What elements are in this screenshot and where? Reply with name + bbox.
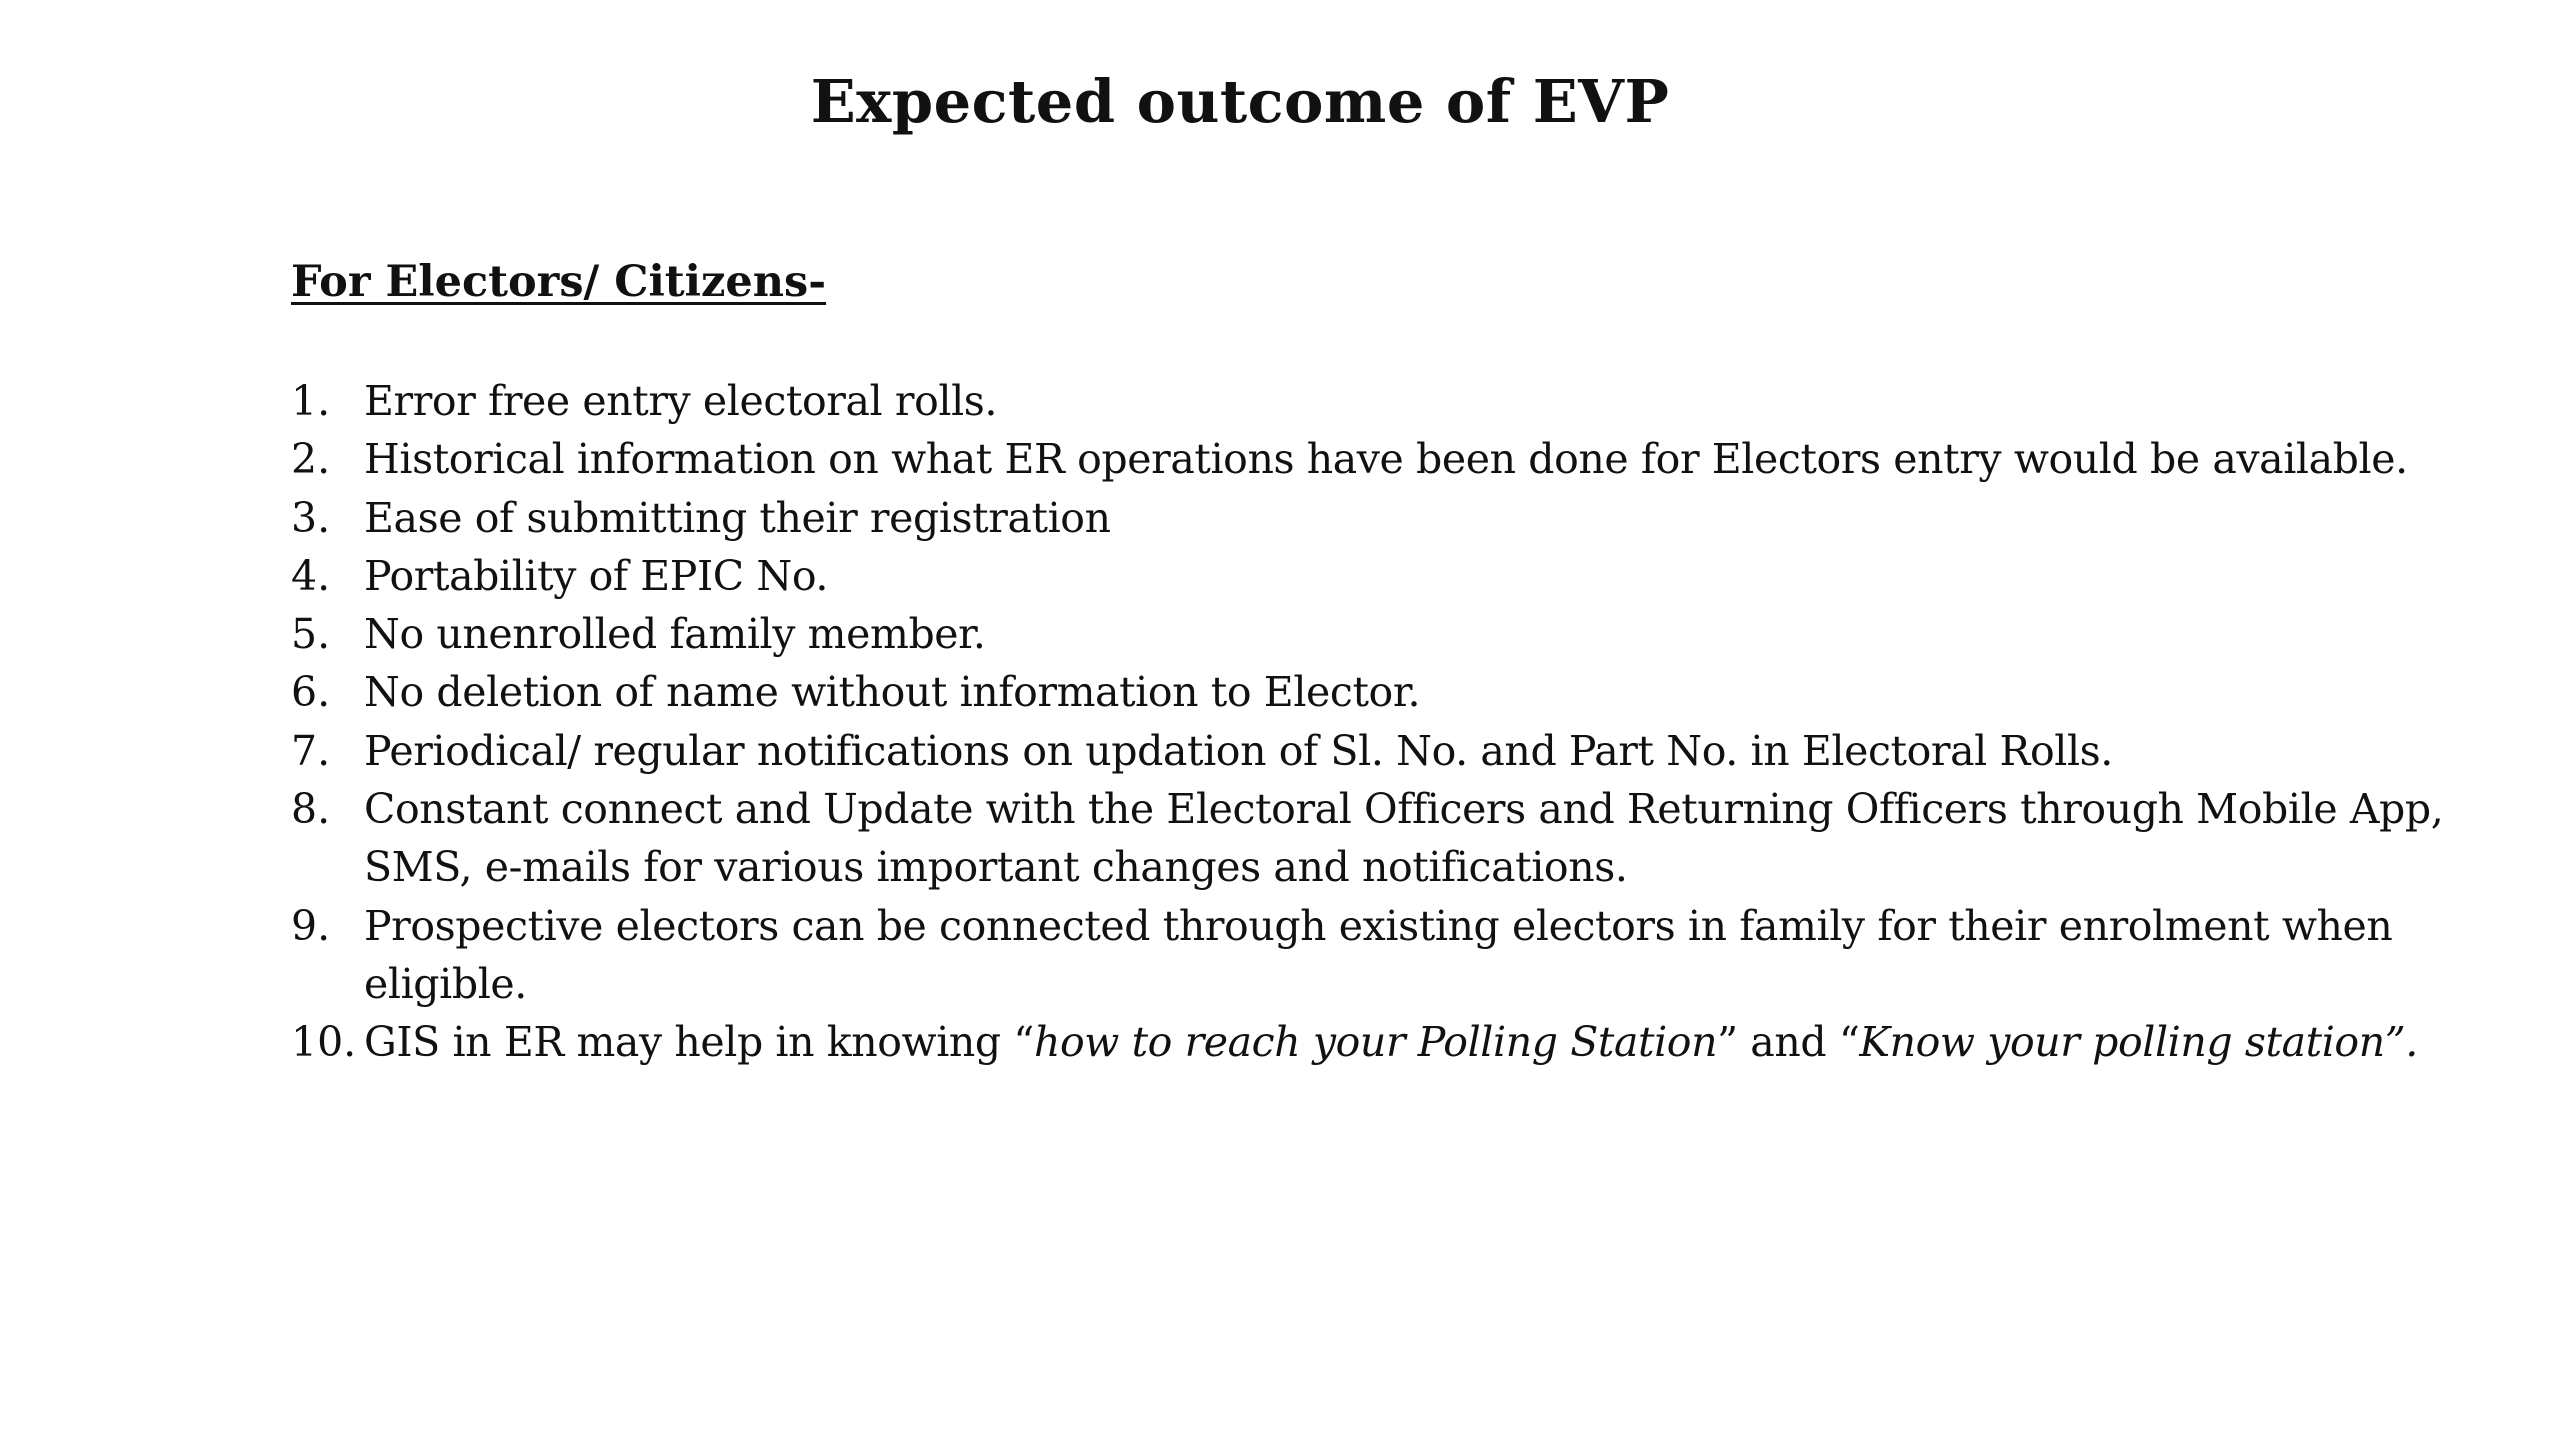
list-item-text: No unenrolled family member. [364, 610, 986, 659]
outcomes-list [291, 372, 2471, 1072]
list-item-text: Error free entry electoral rolls. [364, 377, 998, 425]
list-item-number: 9. [291, 901, 331, 950]
list-item [291, 1013, 2471, 1071]
list-item-text: Periodical/ regular notifications on updation of Sl. No. and Part No. in Electoral Rolls. [364, 726, 2113, 775]
list-item-number: 6. [291, 668, 331, 717]
list-item-text [364, 1013, 2471, 1071]
list-item-text-part: ” and “ [1717, 1018, 1860, 1067]
list-item-number: 8. [291, 785, 331, 834]
list-item-text: Constant connect and Update with the Electoral Officers and Returning Officers through Mobile App, SMS, e-mails for various important changes and notifications. [364, 785, 2444, 892]
list-item-text: No deletion of name without information to Elector. [364, 668, 1421, 717]
list-item-text: Historical information on what ER operations have been done for Electors entry would be available. [364, 435, 2408, 484]
list-item-number: 4. [291, 551, 331, 600]
list-item [291, 372, 2471, 430]
list-item-number: 1. [291, 377, 331, 425]
slide-title: Expected outcome of EVP [810, 67, 1670, 136]
list-item-text: Portability of EPIC No. [364, 551, 829, 600]
list-item [291, 780, 2471, 897]
list-item-number: 10. [291, 1018, 357, 1067]
italic-phrase: Know your polling station”. [1859, 1018, 2418, 1067]
list-item-number: 2. [291, 435, 331, 484]
list-item-number: 7. [291, 726, 331, 775]
list-item [291, 547, 2471, 605]
list-item-number: 3. [291, 493, 331, 542]
list-item [291, 663, 2471, 721]
italic-phrase: how to reach your Polling Station [1033, 1018, 1718, 1067]
list-item [291, 897, 2471, 1014]
list-item-text-part: GIS in ER may help in knowing “ [364, 1018, 1034, 1067]
list-item-text: Ease of submitting their registration [364, 493, 1111, 542]
list-item [291, 722, 2471, 780]
section-heading: For Electors/ Citizens- [291, 257, 827, 307]
list-item [291, 489, 2471, 547]
list-item [291, 430, 2471, 488]
list-item [291, 605, 2471, 663]
list-item-text: Prospective electors can be connected through existing electors in family for their enrolment when eligible. [364, 901, 2393, 1008]
list-item-number: 5. [291, 610, 331, 659]
